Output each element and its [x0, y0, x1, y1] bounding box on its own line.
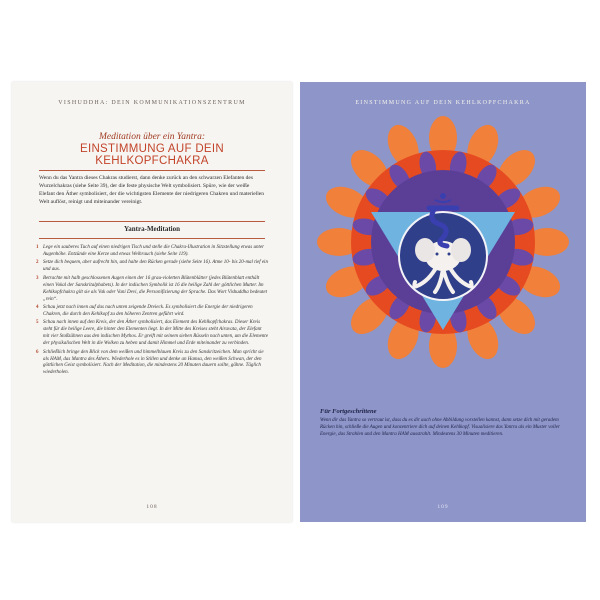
- meditation-kicker: Meditation über ein Yantra:: [99, 132, 205, 142]
- folio-left: 108: [146, 504, 158, 510]
- step-number: 5: [36, 320, 39, 326]
- advanced-text: Wenn dir das Yantra so vertraut ist, dass du es dir auch ohne Abbildung vorstellen kannst, dann setze dich mit geradem Rücken hin, schließe die Augen und konzentriere dich auf deinen Kehlkopf. Visualisiere das Yantra als ein Muster voller Energie, das Strahlen und den Mantra HAM ausstrahlt. Mindestens 30 Minuten meditieren.: [320, 418, 560, 438]
- step-item: [36, 245, 268, 259]
- step-text: Schau jetzt nach innen auf das nach unten zeigende Dreieck. Es symbolisiert die Energie der niedrigeren Chakren, die durch den Kehlkopf zu den höheren Zentren geführt wird.: [43, 305, 253, 317]
- right-page: [300, 82, 586, 522]
- step-item: [36, 320, 268, 348]
- running-head-right: EINSTIMMUNG AUF DEIN KEHLKOPFCHAKRA: [355, 100, 531, 106]
- running-head-left: VISHUDDHA: DEIN KOMMUNIKATIONSZENTRUM: [58, 100, 246, 106]
- step-item: [36, 305, 268, 319]
- step-item: [36, 350, 268, 378]
- advanced-box: [320, 408, 566, 439]
- divider-middle: [39, 221, 265, 222]
- left-page: [12, 82, 292, 522]
- chapter-title-line1: EINSTIMMUNG AUF DEIN: [79, 143, 224, 155]
- step-text: Betrachte mit halb geschlossenen Augen einen der 16 grau-violetten Blütenblätter (jedes Blütenblatt enthält einen Vokal der Sanskritalphabets). In der indischen Symbolik ist 16 die heilige Zahl der göttlichen Mutter. Im Kehlkopfchakra gilt sie als Vak oder Vani Devi, die Personifizierung der Sprache. Das Wort Vishuddha bedeutet „rein“.: [43, 275, 267, 302]
- step-list: [36, 245, 268, 379]
- step-text: Schau nach innen auf den Kreis, der den Äther symbolisiert, das Element des Kehlkopfchakras. Dieser Kreis steht für die heilige Leere, die hinter den Elementen liegt. In der Mitte des Kreises steht Airavata, der Elefant mit vier Stoßzähnen aus den indischen Mythos. Er greift mit seinem sieben Rüsseln nach unten, um die Elemente der physikalischen Welt in die Wolken zu heben und damit Himmel und Erde miteinander zu verbinden.: [43, 320, 268, 347]
- step-number: 1: [36, 245, 39, 250]
- divider-top: [39, 170, 265, 171]
- divider-section: [39, 238, 265, 239]
- intro-paragraph: Wenn du das Yantra dieses Chakras studierst, dann denke zurück an den schwarzen Elefanten des Wurzelchakras (siehe Seite 39), der die feste physische Welt symbolisiert. Spüre, wie der weiße Elefant den Äther symbolisiert, der die wichtigsten Elemente der niedrigeren Chakren und materiellen Welt auflöst, reinigt und miteinander vereinigt.: [39, 175, 264, 205]
- vishuddha-yantra-icon: [317, 116, 569, 368]
- step-number: 3: [36, 275, 39, 281]
- step-number: 4: [36, 305, 39, 311]
- step-item: [36, 276, 268, 304]
- step-text: Setze dich bequem, aber aufrecht hin, und halte den Rücken gerade (siehe Seite 16). Atme 10- bis 20-mal tief ein und aus.: [43, 260, 268, 273]
- folio-right: 109: [437, 504, 449, 510]
- step-item: [36, 260, 268, 274]
- step-number: 2: [36, 260, 39, 266]
- step-text: Lege ein sauberes Tuch auf einen niedrigen Tisch und stelle die Chakra-Illustration in Sitzstellung etwas unter Augenhöhe. Entzünde eine Kerze und etwas Weihrauch (siehe Seite 119).: [43, 245, 265, 257]
- chapter-title-line2: KEHLKOPFCHAKRA: [95, 155, 209, 167]
- step-number: 6: [36, 349, 39, 355]
- step-text: Schließlich bringe den Blick von dem weißen und himmelblauen Kreis zu den Sanskritzeichen. Man spricht sie als HAM, das Mantra des Äthers. Wiederhole es in Stillen und denke an Hamsa, den weißen Schwan, der den göttlichen Geist symbolisiert. Nach der Meditation, die mindestens 20 Minuten dauern sollte, gähne. Täglich wiederholen.: [43, 349, 264, 376]
- section-heading: Yantra-Meditation: [124, 225, 180, 233]
- chapter-title: [12, 143, 292, 167]
- advanced-title: Für Fortgeschrittene: [320, 408, 377, 415]
